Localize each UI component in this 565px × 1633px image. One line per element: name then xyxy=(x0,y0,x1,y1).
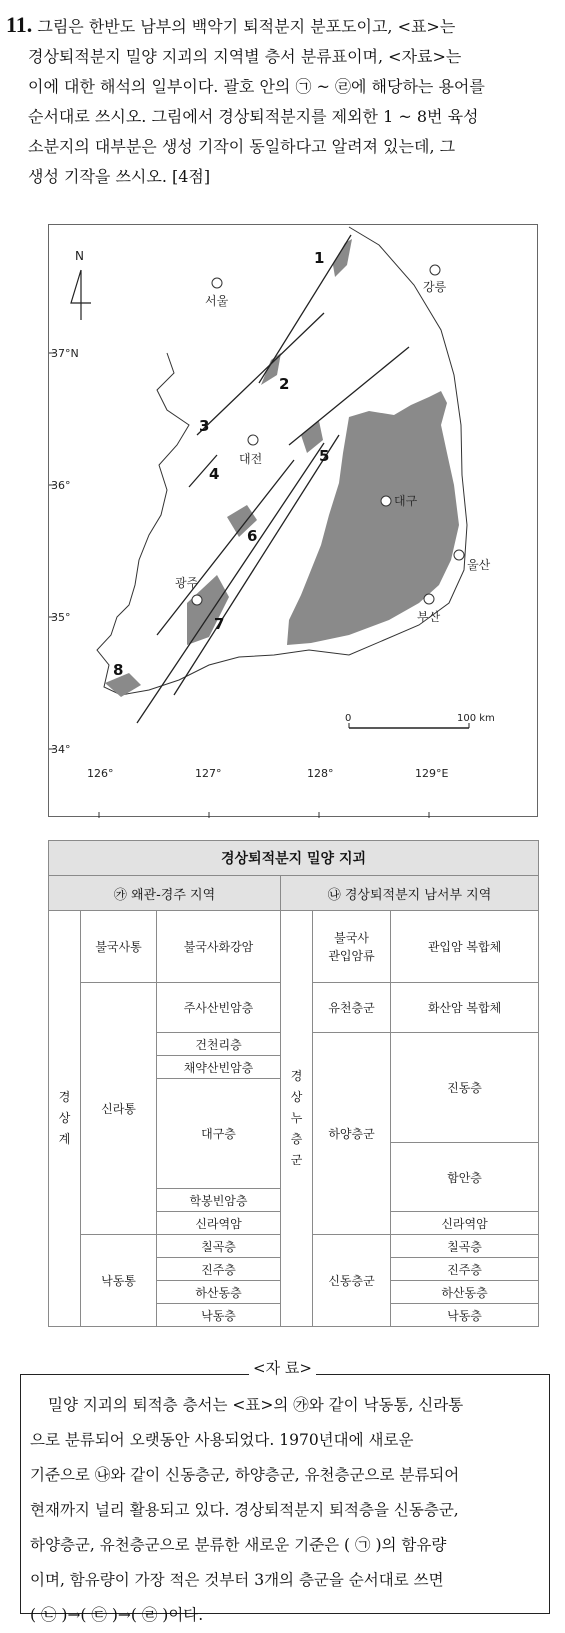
right-rock-chilgok: 칠곡층 xyxy=(391,1235,539,1258)
left-rock-geoncheonri: 건천리층 xyxy=(157,1033,281,1056)
basin-distribution-map xyxy=(48,224,538,817)
city-label-seoul: 서울 xyxy=(205,294,229,308)
material-line-4: 현재까지 널리 활용되고 있다. 경상퇴적분지 퇴적층을 신동층군, xyxy=(30,1501,459,1519)
city-marker-daegu xyxy=(381,496,391,506)
basin-label-6: 6 xyxy=(247,527,258,545)
right-group-label: 경 상 누 층 군 xyxy=(290,1069,303,1167)
city-marker-busan xyxy=(424,594,434,604)
right-rock-hasandong: 하산동층 xyxy=(391,1281,539,1304)
left-series-silla: 신라통 xyxy=(81,983,157,1235)
left-series-nakdong: 낙동통 xyxy=(81,1235,157,1327)
scale-end-label: 100 km xyxy=(457,713,495,724)
right-region-header: ㉯ 경상퇴적분지 남서부 지역 xyxy=(281,876,539,911)
map-svg xyxy=(49,225,539,818)
city-marker-ulsan xyxy=(454,550,464,560)
right-rock-jinju: 진주층 xyxy=(391,1258,539,1281)
lon-label-128: 128° xyxy=(307,767,334,780)
left-rock-chilgok: 칠곡층 xyxy=(157,1235,281,1258)
lat-label-36: 36° xyxy=(51,479,71,492)
scale-zero-label: 0 xyxy=(345,713,352,724)
basin-label-4: 4 xyxy=(209,465,220,483)
material-line-5: 하양층군, 유천층군으로 분류한 새로운 기준은 ( ㉠ )의 함유량 xyxy=(30,1536,447,1554)
fault-line-4 xyxy=(157,460,294,635)
left-rock-hakbong: 학봉빈암층 xyxy=(157,1189,281,1212)
city-label-daegu: 대구 xyxy=(394,494,418,508)
right-rock-intrusive-complex: 관입암 복합체 xyxy=(391,911,539,983)
lat-label-35: 35° xyxy=(51,611,71,624)
question-line-1: 11. 그림은 한반도 남부의 백악기 퇴적분지 분포도이고, <표>는 xyxy=(6,12,456,37)
material-line-2: 으로 분류되어 오랫동안 사용되었다. 1970년대에 새로운 xyxy=(30,1431,414,1449)
question-line-3: 이에 대한 해석의 일부이다. 괄호 안의 ㉠ ~ ㉣에 해당하는 용어를 xyxy=(28,77,485,96)
lon-label-129: 129°E xyxy=(415,767,449,780)
right-group-cell xyxy=(281,911,313,1327)
right-series-yucheon: 유천층군 xyxy=(313,983,391,1033)
fault-line-2 xyxy=(197,313,324,435)
left-rock-jinju: 진주층 xyxy=(157,1258,281,1281)
right-rock-jindong: 진동층 xyxy=(391,1033,539,1143)
question-line-5: 소분지의 대부분은 생성 기작이 동일하다고 알려져 있는데, 그 xyxy=(28,137,456,156)
left-region-header: ㉮ 왜관-경주 지역 xyxy=(49,876,281,911)
basin-label-2: 2 xyxy=(279,375,290,393)
material-line-1: 밀양 지괴의 퇴적층 층서는 <표>의 ㉮와 같이 낙동통, 신라통 xyxy=(48,1396,464,1414)
left-rock-bulguksa-granite: 불국사화강암 xyxy=(157,911,281,983)
right-rock-nakdong: 낙동층 xyxy=(391,1304,539,1327)
city-marker-gwangju xyxy=(192,595,202,605)
left-group-label: 경 상 계 xyxy=(58,1090,71,1146)
fault-line-1 xyxy=(259,235,351,383)
left-rock-daegu: 대구층 xyxy=(157,1079,281,1189)
left-rock-chaeyaksan: 채약산빈암층 xyxy=(157,1056,281,1079)
left-rock-nakdong: 낙동층 xyxy=(157,1304,281,1327)
basin-label-8: 8 xyxy=(113,661,124,679)
city-marker-daejeon xyxy=(248,435,258,445)
city-label-gangneung: 강릉 xyxy=(423,280,447,294)
question-line-2: 경상퇴적분지 밀양 지괴의 지역별 층서 분류표이며, <자료>는 xyxy=(28,47,462,66)
question-text xyxy=(6,10,558,192)
city-label-busan: 부산 xyxy=(417,610,441,624)
north-arrow xyxy=(71,270,91,320)
material-line-6: 이며, 함유량이 가장 적은 것부터 3개의 층군을 순서대로 쓰면 xyxy=(30,1571,444,1589)
north-label: N xyxy=(75,249,84,263)
lon-label-127: 127° xyxy=(195,767,222,780)
city-label-gwangju: 광주 xyxy=(175,576,199,590)
left-rock-jusasan: 주사산빈암층 xyxy=(157,983,281,1033)
city-marker-seoul xyxy=(212,278,222,288)
city-label-ulsan: 울산 xyxy=(467,558,491,572)
right-series-hayang: 하양층군 xyxy=(313,1033,391,1235)
basin-label-1: 1 xyxy=(314,249,325,267)
stratigraphy-table xyxy=(48,840,539,1327)
right-rock-silla-conglomerate: 신라역암 xyxy=(391,1212,539,1235)
city-label-daejeon: 대전 xyxy=(239,452,263,466)
basin-label-7: 7 xyxy=(214,615,225,633)
left-group-cell xyxy=(49,911,81,1327)
left-series-bulguksa: 불국사통 xyxy=(81,911,157,983)
right-series-bulguksa: 불국사 관입암류 xyxy=(313,911,391,983)
right-series-sindong: 신동층군 xyxy=(313,1235,391,1327)
table-title: 경상퇴적분지 밀양 지괴 xyxy=(49,841,539,876)
left-rock-hasandong: 하산동층 xyxy=(157,1281,281,1304)
lat-label-37: 37°N xyxy=(51,347,79,360)
material-line-7: ( ㉡ )→( ㉢ )→( ㉣ )이다. xyxy=(30,1606,204,1624)
right-rock-haman: 함안층 xyxy=(391,1143,539,1212)
question-line-6: 생성 기작을 쓰시오. [4점] xyxy=(28,167,211,186)
lon-label-126: 126° xyxy=(87,767,114,780)
right-rock-volcanic-complex: 화산암 복합체 xyxy=(391,983,539,1033)
material-text xyxy=(30,1388,545,1633)
left-rock-silla-conglomerate: 신라역암 xyxy=(157,1212,281,1235)
basin-label-3: 3 xyxy=(199,417,210,435)
city-marker-gangneung xyxy=(430,265,440,275)
basin-shape-1 xyxy=(333,239,352,277)
question-line-4: 순서대로 쓰시오. 그림에서 경상퇴적분지를 제외한 1 ~ 8번 육성 xyxy=(28,107,479,126)
material-line-3: 기준으로 ㉯와 같이 신동층군, 하양층군, 유천층군으로 분류되어 xyxy=(30,1466,460,1484)
basin-label-5: 5 xyxy=(319,447,330,465)
question-number: 11. xyxy=(6,12,33,37)
material-title: <자 료> xyxy=(0,1357,565,1378)
lat-label-34: 34° xyxy=(51,743,71,756)
